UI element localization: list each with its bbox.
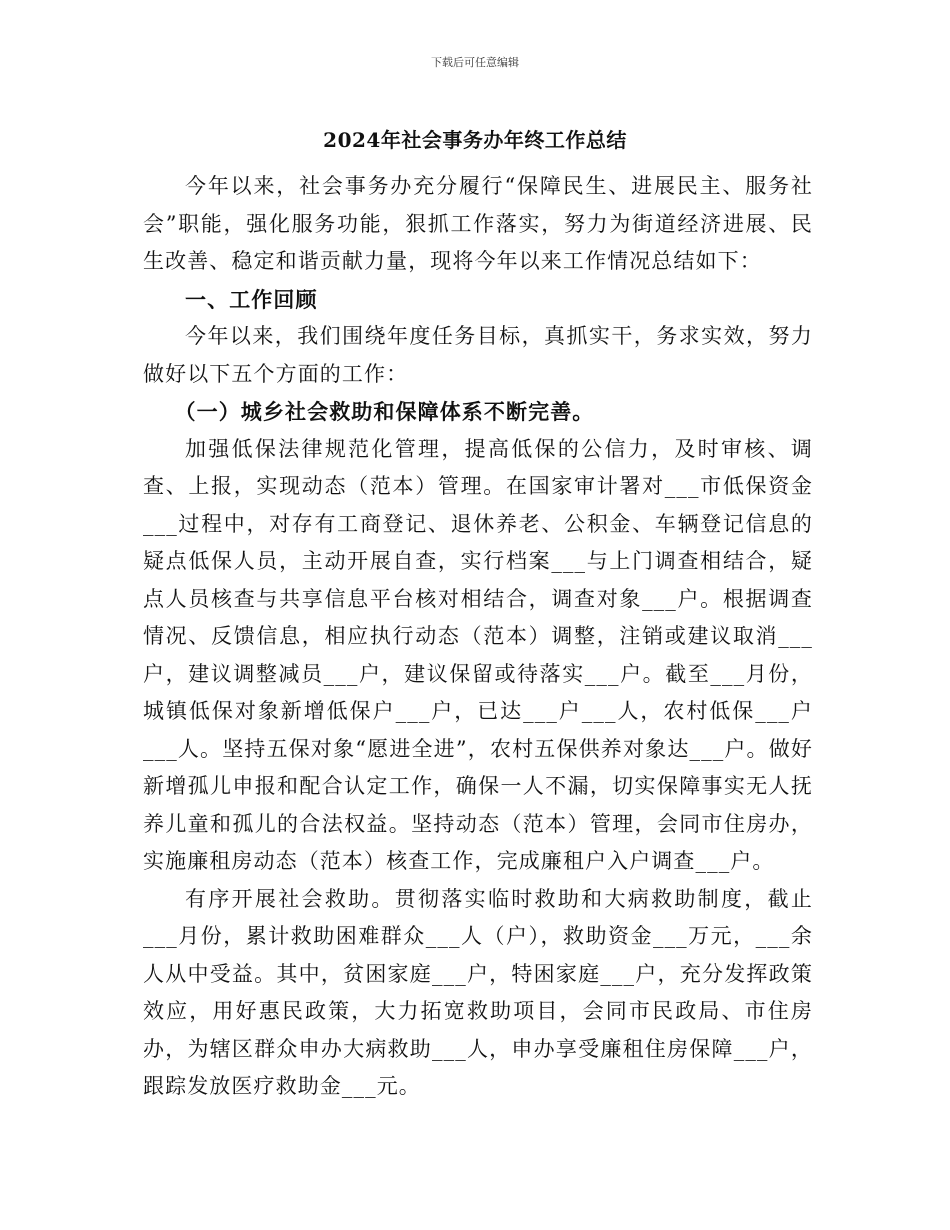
section-intro-paragraph: 今年以来，我们围绕年度任务目标，真抓实干，务求实效，努力做好以下五个方面的工作： bbox=[143, 324, 813, 386]
header-note: 下载后可任意编辑 bbox=[431, 56, 519, 69]
section-heading-work-review: 一、工作回顾 bbox=[185, 286, 318, 312]
intro-paragraph: 今年以来，社会事务办充分履行“保障民生、进展民主、服务社会”职能，强化服务功能，狠抓工作落实，努力为街道经济进展、民生改善、稳定和谐贡献力量，现将今年以来工作情况总结如下： bbox=[143, 174, 813, 273]
subsection-heading-social-assistance: （一）城乡社会救助和保障体系不断完善。 bbox=[174, 399, 595, 424]
subsection-paragraph-low-income: 加强低保法律规范化管理，提高低保的公信力，及时审核、调查、上报，实现动态（范本）管理。在国家审计署对___市低保资金___过程中，对存有工商登记、退休养老、公积金、车辆登记信息的疑点低保人员，主动开展自查，实行档案___与上门调查相结合，疑点人员核查与共享信息平台核对相结合，调查对象___户。根据调查情况、反馈信息，相应执行动态（范本）调整，注销或建议取消___户，建议调整减员___户，建议保留或待落实___户。截至___月份，城镇低保对象新增低保户___户，已达___户___人，农村低保___户___人。坚持五保对象“愿进全进”，农村五保供养对象达___户。做好新增孤儿申报和配合认定工作，确保一人不漏，切实保障事实无人抚养儿童和孤儿的合法权益。坚持动态（范本）管理，会同市住房办，实施廉租房动态（范本）核查工作，完成廉租户入户调查___户。 bbox=[143, 436, 813, 873]
subsection-paragraph-assistance: 有序开展社会救助。贯彻落实临时救助和大病救助制度，截止___月份，累计救助困难群众___人（户），救助资金___万元，___余人从中受益。其中，贫困家庭___户，特困家庭___户，充分发挥政策效应，用好惠民政策，大力拓宽救助项目，会同市民政局、市住房办，为辖区群众申办大病救助___人，申办享受廉租住房保障___户，跟踪发放医疗救助金___元。 bbox=[143, 886, 813, 1098]
document-body bbox=[143, 168, 813, 1106]
document-title: 2024年社会事务办年终工作总结 bbox=[323, 128, 627, 152]
